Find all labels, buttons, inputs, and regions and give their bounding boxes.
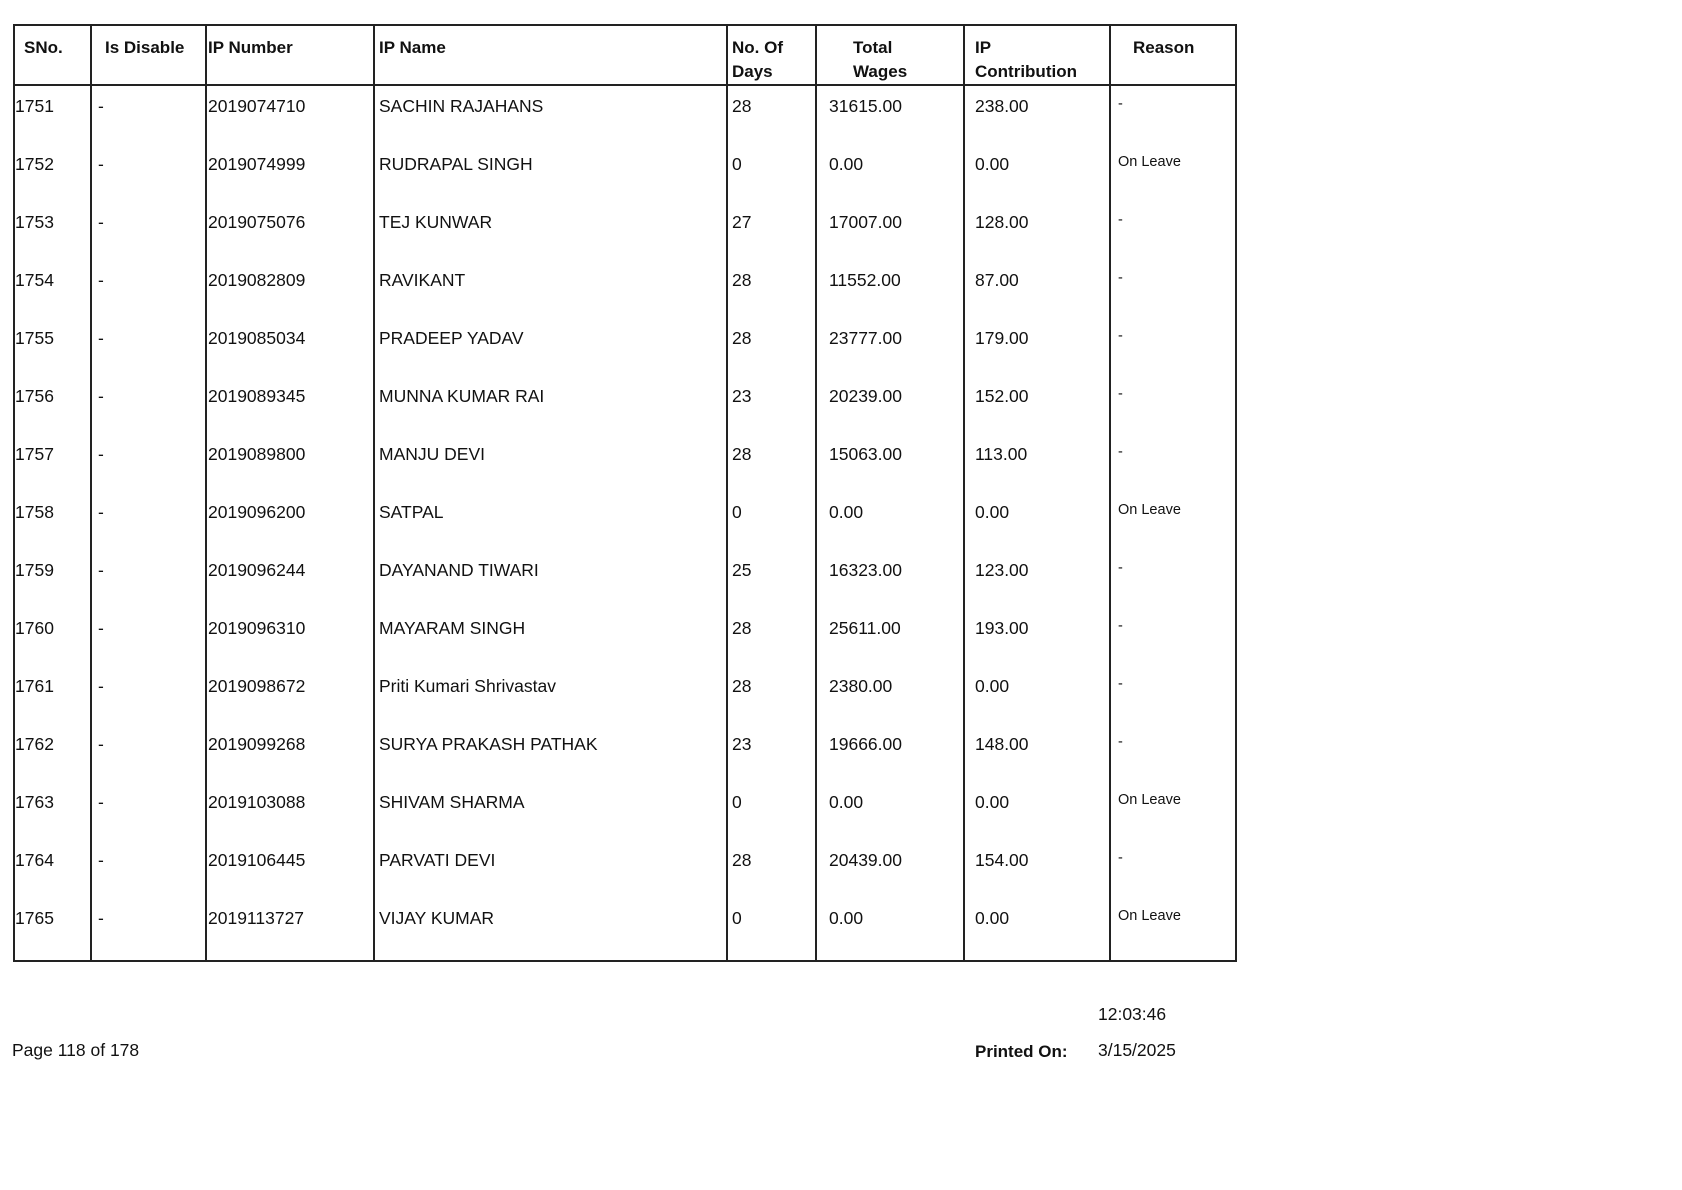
cell-contribution: [964, 434, 1110, 492]
cell-is-disable-text: -: [98, 328, 104, 348]
cell-ip-number-text: 2019074710: [208, 96, 306, 116]
table-row: [14, 492, 1236, 550]
cell-ip-number-text: 2019113727: [208, 908, 305, 928]
cell-reason-text: On Leave: [1118, 792, 1181, 808]
cell-wages-text: 17007.00: [829, 212, 902, 232]
cell-ip-number: [206, 550, 374, 608]
cell-ip-number-text: 2019098672: [208, 676, 306, 696]
cell-contribution-text: 148.00: [975, 734, 1029, 754]
cell-ip-number: [206, 85, 374, 144]
cell-wages-text: 20439.00: [829, 850, 902, 870]
cell-ip-number: [206, 260, 374, 318]
cell-contribution-text: 193.00: [975, 618, 1029, 638]
cell-is-disable: [91, 202, 206, 260]
cell-ip-name: [374, 434, 727, 492]
cell-is-disable: [91, 434, 206, 492]
cell-reason: [1110, 376, 1236, 434]
cell-wages-text: 15063.00: [829, 444, 902, 464]
cell-ip-name: [374, 318, 727, 376]
cell-ip-number-text: 2019096244: [208, 560, 306, 580]
cell-ip-name-text: Priti Kumari Shrivastav: [379, 676, 556, 696]
cell-sno: [14, 434, 91, 492]
cell-ip-number-text: 2019085034: [208, 328, 306, 348]
cell-days: [727, 608, 816, 666]
contribution-table: [13, 24, 1237, 962]
cell-sno-text: 1765: [15, 908, 54, 928]
cell-contribution: [964, 608, 1110, 666]
cell-sno: [14, 260, 91, 318]
cell-ip-name: [374, 376, 727, 434]
cell-is-disable: [91, 492, 206, 550]
cell-days-text: 28: [732, 676, 752, 696]
cell-wages-text: 16323.00: [829, 560, 902, 580]
cell-is-disable: [91, 260, 206, 318]
cell-ip-number-text: 2019074999: [208, 154, 306, 174]
cell-wages: [816, 898, 964, 961]
cell-days-text: 28: [732, 618, 752, 638]
cell-wages-text: 0.00: [829, 792, 864, 812]
cell-is-disable-text: -: [98, 270, 104, 290]
cell-sno-text: 1751: [15, 96, 54, 116]
cell-contribution-text: 238.00: [975, 96, 1029, 116]
cell-wages-text: 0.00: [829, 154, 864, 174]
header-sno: SNo.: [14, 25, 91, 85]
cell-wages: [816, 550, 964, 608]
cell-ip-name-text: PARVATI DEVI: [379, 850, 496, 870]
cell-days: [727, 666, 816, 724]
cell-reason-text: -: [1118, 270, 1123, 286]
header-ip-name: IP Name: [374, 25, 727, 85]
cell-wages-text: 11552.00: [829, 270, 901, 290]
cell-days-text: 28: [732, 850, 752, 870]
cell-reason: [1110, 318, 1236, 376]
cell-days-text: 27: [732, 212, 752, 232]
cell-ip-number: [206, 202, 374, 260]
cell-sno-text: 1763: [15, 792, 54, 812]
cell-is-disable: [91, 724, 206, 782]
cell-is-disable: [91, 666, 206, 724]
header-contribution: IP Contribution: [964, 25, 1110, 85]
table-row: [14, 144, 1236, 202]
cell-ip-number: [206, 840, 374, 898]
cell-reason-text: -: [1118, 444, 1123, 460]
cell-is-disable-text: -: [98, 386, 104, 406]
cell-ip-number-text: 2019096200: [208, 502, 306, 522]
cell-ip-name-text: SACHIN RAJAHANS: [379, 96, 544, 116]
cell-contribution: [964, 666, 1110, 724]
cell-ip-number-text: 2019082809: [208, 270, 306, 290]
cell-days: [727, 840, 816, 898]
cell-contribution: [964, 898, 1110, 961]
cell-ip-number-text: 2019103088: [208, 792, 306, 812]
table-row: [14, 85, 1236, 144]
cell-wages: [816, 434, 964, 492]
cell-ip-name: [374, 260, 727, 318]
cell-wages-text: 0.00: [829, 908, 864, 928]
cell-sno: [14, 724, 91, 782]
printed-on-label: Printed On:: [975, 1042, 1068, 1061]
cell-reason-text: -: [1118, 560, 1123, 576]
cell-sno-text: 1759: [15, 560, 54, 580]
cell-contribution-text: 87.00: [975, 270, 1019, 290]
cell-reason: [1110, 85, 1236, 144]
table-row: [14, 898, 1236, 961]
cell-reason: [1110, 666, 1236, 724]
cell-contribution-text: 0.00: [975, 676, 1010, 696]
cell-reason-text: -: [1118, 618, 1123, 634]
cell-reason-text: -: [1118, 212, 1123, 228]
cell-wages: [816, 318, 964, 376]
cell-sno-text: 1762: [15, 734, 54, 754]
cell-contribution: [964, 202, 1110, 260]
cell-ip-number: [206, 608, 374, 666]
cell-sno: [14, 318, 91, 376]
cell-sno-text: 1752: [15, 154, 54, 174]
cell-ip-name: [374, 85, 727, 144]
cell-days-text: 0: [732, 792, 742, 812]
cell-reason-text: -: [1118, 734, 1123, 750]
cell-ip-name: [374, 202, 727, 260]
cell-is-disable: [91, 376, 206, 434]
cell-days: [727, 782, 816, 840]
cell-wages-text: 2380.00: [829, 676, 893, 696]
cell-ip-name-text: TEJ KUNWAR: [379, 212, 493, 232]
cell-contribution: [964, 724, 1110, 782]
cell-is-disable-text: -: [98, 734, 104, 754]
cell-is-disable-text: -: [98, 212, 104, 232]
cell-contribution-text: 0.00: [975, 908, 1010, 928]
cell-sno: [14, 666, 91, 724]
cell-days-text: 0: [732, 502, 742, 522]
cell-is-disable: [91, 840, 206, 898]
table-row: [14, 376, 1236, 434]
cell-ip-name: [374, 550, 727, 608]
cell-contribution-text: 154.00: [975, 850, 1029, 870]
header-wages: Total Wages: [816, 25, 964, 85]
cell-contribution: [964, 318, 1110, 376]
cell-ip-name-text: SATPAL: [379, 502, 444, 522]
cell-reason-text: -: [1118, 96, 1123, 112]
cell-ip-name: [374, 666, 727, 724]
cell-reason: [1110, 492, 1236, 550]
cell-ip-number: [206, 318, 374, 376]
header-reason: Reason: [1110, 25, 1236, 85]
cell-ip-number: [206, 144, 374, 202]
cell-ip-name-text: DAYANAND TIWARI: [379, 560, 539, 580]
cell-contribution-text: 113.00: [975, 444, 1028, 464]
cell-wages: [816, 376, 964, 434]
cell-ip-name-text: MANJU DEVI: [379, 444, 485, 464]
cell-is-disable-text: -: [98, 444, 104, 464]
cell-wages: [816, 144, 964, 202]
cell-ip-name: [374, 782, 727, 840]
cell-reason-text: On Leave: [1118, 154, 1181, 170]
cell-contribution: [964, 376, 1110, 434]
cell-contribution: [964, 144, 1110, 202]
cell-reason: [1110, 144, 1236, 202]
printed-time: 12:03:46: [1098, 1004, 1167, 1024]
cell-wages: [816, 666, 964, 724]
header-is-disable: Is Disable: [91, 25, 206, 85]
cell-wages: [816, 724, 964, 782]
cell-days: [727, 724, 816, 782]
cell-days: [727, 318, 816, 376]
cell-days: [727, 550, 816, 608]
cell-ip-number: [206, 492, 374, 550]
cell-days-text: 28: [732, 270, 752, 290]
cell-wages: [816, 85, 964, 144]
cell-contribution: [964, 260, 1110, 318]
cell-is-disable: [91, 144, 206, 202]
cell-sno-text: 1755: [15, 328, 54, 348]
cell-ip-name-text: RUDRAPAL SINGH: [379, 154, 533, 174]
table-row: [14, 318, 1236, 376]
cell-is-disable: [91, 550, 206, 608]
cell-sno-text: 1756: [15, 386, 54, 406]
header-ip-number: IP Number: [206, 25, 374, 85]
cell-sno-text: 1754: [15, 270, 54, 290]
cell-sno: [14, 608, 91, 666]
table-body: [14, 85, 1236, 961]
table-row: [14, 608, 1236, 666]
cell-reason: [1110, 782, 1236, 840]
cell-wages-text: 20239.00: [829, 386, 902, 406]
cell-ip-name-text: SHIVAM SHARMA: [379, 792, 525, 812]
cell-contribution: [964, 492, 1110, 550]
cell-sno-text: 1761: [15, 676, 54, 696]
cell-reason: [1110, 840, 1236, 898]
cell-ip-name: [374, 898, 727, 961]
cell-ip-name: [374, 492, 727, 550]
cell-sno: [14, 85, 91, 144]
cell-sno-text: 1757: [15, 444, 54, 464]
cell-ip-name-text: PRADEEP YADAV: [379, 328, 524, 348]
table-row: [14, 782, 1236, 840]
cell-ip-name-text: MUNNA KUMAR RAI: [379, 386, 545, 406]
cell-wages-text: 19666.00: [829, 734, 902, 754]
table-row: [14, 550, 1236, 608]
cell-days-text: 28: [732, 96, 752, 116]
cell-wages-text: 31615.00: [829, 96, 902, 116]
cell-wages-text: 0.00: [829, 502, 864, 522]
cell-reason: [1110, 898, 1236, 961]
cell-reason-text: -: [1118, 328, 1123, 344]
table-row: [14, 840, 1236, 898]
cell-ip-name: [374, 608, 727, 666]
cell-wages: [816, 492, 964, 550]
cell-is-disable: [91, 898, 206, 961]
cell-days-text: 0: [732, 154, 742, 174]
cell-contribution-text: 128.00: [975, 212, 1029, 232]
cell-days: [727, 260, 816, 318]
cell-wages-text: 25611.00: [829, 618, 901, 638]
cell-days: [727, 144, 816, 202]
cell-wages: [816, 782, 964, 840]
cell-ip-number-text: 2019089345: [208, 386, 306, 406]
cell-wages: [816, 260, 964, 318]
cell-days-text: 23: [732, 734, 752, 754]
cell-wages: [816, 202, 964, 260]
cell-is-disable-text: -: [98, 908, 104, 928]
cell-ip-name: [374, 840, 727, 898]
cell-contribution: [964, 550, 1110, 608]
cell-reason: [1110, 550, 1236, 608]
cell-days: [727, 85, 816, 144]
table-row: [14, 260, 1236, 318]
cell-sno: [14, 782, 91, 840]
cell-ip-number-text: 2019089800: [208, 444, 306, 464]
cell-sno: [14, 144, 91, 202]
cell-contribution-text: 152.00: [975, 386, 1029, 406]
cell-sno-text: 1764: [15, 850, 54, 870]
cell-days: [727, 434, 816, 492]
cell-sno-text: 1753: [15, 212, 54, 232]
cell-sno: [14, 898, 91, 961]
cell-contribution-text: 123.00: [975, 560, 1029, 580]
page-number: Page 118 of 178: [12, 1040, 140, 1060]
cell-days-text: 28: [732, 328, 752, 348]
cell-ip-name-text: MAYARAM SINGH: [379, 618, 526, 638]
table-header-row: [14, 25, 1236, 85]
cell-is-disable-text: -: [98, 792, 104, 812]
cell-reason-text: -: [1118, 386, 1123, 402]
cell-ip-number: [206, 782, 374, 840]
cell-is-disable-text: -: [98, 96, 104, 116]
cell-reason-text: On Leave: [1118, 908, 1181, 924]
cell-is-disable-text: -: [98, 676, 104, 696]
cell-reason: [1110, 434, 1236, 492]
cell-contribution-text: 179.00: [975, 328, 1029, 348]
cell-contribution-text: 0.00: [975, 502, 1010, 522]
cell-is-disable: [91, 318, 206, 376]
table-row: [14, 202, 1236, 260]
cell-wages: [816, 608, 964, 666]
cell-ip-name-text: SURYA PRAKASH PATHAK: [379, 734, 598, 754]
cell-reason-text: -: [1118, 850, 1123, 866]
cell-sno-text: 1760: [15, 618, 54, 638]
printed-date: 3/15/2025: [1098, 1040, 1176, 1060]
cell-is-disable-text: -: [98, 618, 104, 638]
cell-days-text: 0: [732, 908, 742, 928]
cell-wages-text: 23777.00: [829, 328, 902, 348]
cell-ip-number-text: 2019075076: [208, 212, 306, 232]
table-row: [14, 434, 1236, 492]
cell-reason: [1110, 724, 1236, 782]
cell-ip-name: [374, 724, 727, 782]
table-row: [14, 666, 1236, 724]
cell-days: [727, 898, 816, 961]
cell-sno: [14, 202, 91, 260]
cell-reason-text: On Leave: [1118, 502, 1181, 518]
cell-contribution: [964, 782, 1110, 840]
cell-ip-name-text: RAVIKANT: [379, 270, 466, 290]
cell-reason: [1110, 260, 1236, 318]
cell-is-disable-text: -: [98, 560, 104, 580]
cell-sno: [14, 550, 91, 608]
cell-ip-number: [206, 724, 374, 782]
cell-is-disable-text: -: [98, 850, 104, 870]
cell-sno-text: 1758: [15, 502, 54, 522]
cell-reason: [1110, 608, 1236, 666]
cell-reason: [1110, 202, 1236, 260]
cell-sno: [14, 492, 91, 550]
cell-is-disable: [91, 782, 206, 840]
cell-ip-number: [206, 434, 374, 492]
cell-is-disable-text: -: [98, 502, 104, 522]
cell-ip-number-text: 2019106445: [208, 850, 306, 870]
cell-sno: [14, 376, 91, 434]
cell-ip-number-text: 2019096310: [208, 618, 306, 638]
table-row: [14, 724, 1236, 782]
cell-contribution: [964, 840, 1110, 898]
cell-ip-number: [206, 666, 374, 724]
cell-ip-name: [374, 144, 727, 202]
cell-days-text: 23: [732, 386, 752, 406]
cell-is-disable: [91, 85, 206, 144]
cell-ip-number: [206, 376, 374, 434]
cell-is-disable-text: -: [98, 154, 104, 174]
cell-days: [727, 492, 816, 550]
cell-days-text: 25: [732, 560, 752, 580]
cell-ip-number: [206, 898, 374, 961]
cell-days: [727, 202, 816, 260]
cell-is-disable: [91, 608, 206, 666]
cell-reason-text: -: [1118, 676, 1123, 692]
cell-contribution: [964, 85, 1110, 144]
cell-days: [727, 376, 816, 434]
header-days: No. Of Days: [727, 25, 816, 85]
cell-days-text: 28: [732, 444, 752, 464]
cell-contribution-text: 0.00: [975, 154, 1010, 174]
cell-ip-name-text: VIJAY KUMAR: [379, 908, 495, 928]
cell-contribution-text: 0.00: [975, 792, 1010, 812]
cell-wages: [816, 840, 964, 898]
cell-sno: [14, 840, 91, 898]
cell-ip-number-text: 2019099268: [208, 734, 306, 754]
